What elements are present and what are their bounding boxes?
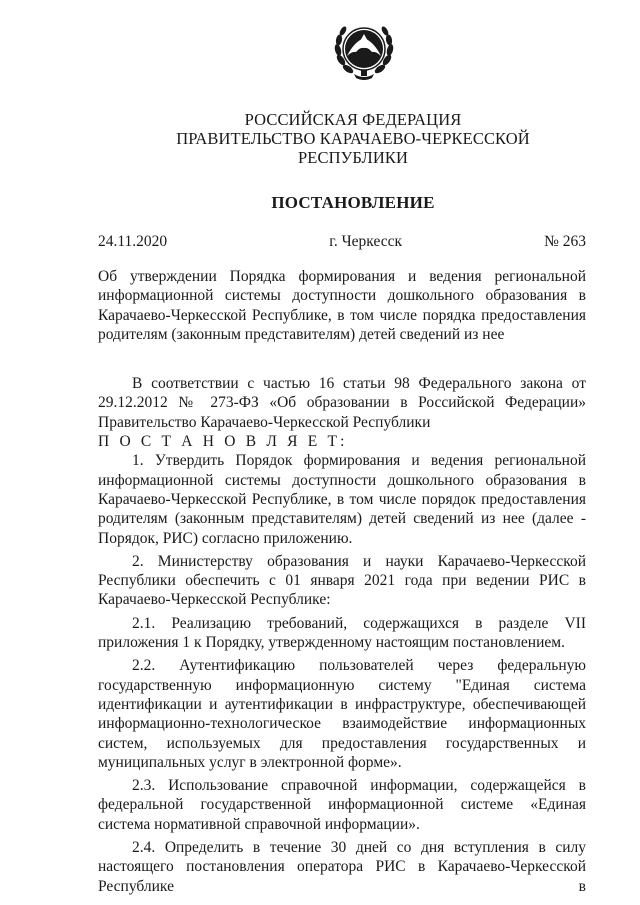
item-2-paragraph: 2. Министерству образования и науки Карачаево-Черкесской Республики обеспечить с 01 января 2021 года при ведении РИС в Карачаево-Черкесской Республике: xyxy=(98,552,586,609)
heading-government: ПРАВИТЕЛЬСТВО КАРАЧАЕВО-ЧЕРКЕССКОЙ РЕСПУБЛИКИ xyxy=(176,129,530,167)
item-1-paragraph: 1. Утвердить Порядок формирования и ведения региональной информационной системы доступности дошкольного образования в Карачаево-Черкесской Республике, в том числе порядок предоставления родителям (законным представителям) детей сведений из нее (далее - Порядок, РИС) согласно приложению. xyxy=(98,452,586,547)
decree-word: П О С Т А Н О В Л Я Е Т: xyxy=(98,433,348,451)
document-title: Об утверждении Порядка формирования и ведения региональной информационной системы доступности дошкольного образования в Карачаево-Черкесской Республике, в том числе порядка предоставления родителям (законным представителям) детей сведений из нее xyxy=(98,268,586,343)
document-date: 24.11.2020 xyxy=(98,233,168,250)
document-city: г. Черкесск xyxy=(329,233,403,250)
emblem-base xyxy=(361,70,367,76)
coat-of-arms-icon xyxy=(332,16,396,86)
document-number: № 263 xyxy=(544,233,586,250)
heading-country: РОССИЙСКАЯ ФЕДЕРАЦИЯ xyxy=(244,110,462,129)
item-2-3-paragraph: 2.3. Использование справочной информации, содержащейся в федеральной государственной информационной системе «Единая система нормативной справочной информации». xyxy=(98,777,586,833)
document-meta xyxy=(98,233,586,251)
item-2-4-paragraph: 2.4. Определить в течение 30 дней со дня вступления в силу настоящего постановления оператора РИС в Карачаево-Черкесской Республике в xyxy=(98,839,586,895)
item-2-2-paragraph: 2.2. Аутентификацию пользователей через федеральную государственную информационную систему "Единая система идентификации и аутентификации в инфраструктуре, обеспечивающей информационно-технологическое взаимодействие информационных систем, используемых для предоставления государственных и муниципальных услуг в электронной форме». xyxy=(98,657,586,771)
document-body xyxy=(98,374,586,896)
item-2-1-paragraph: 2.1. Реализацию требований, содержащихся в разделе VII приложения 1 к Порядку, утвержденному настоящим постановлением. xyxy=(98,614,586,652)
preamble-paragraph: В соответствии с частью 16 статьи 98 Федерального закона от 29.12.2012 № 273-ФЗ «Об образовании в Российской Федерации» Правительство Карачаево-Черкесской Республики xyxy=(98,375,586,431)
document-type: ПОСТАНОВЛЕНИЕ xyxy=(271,193,435,212)
